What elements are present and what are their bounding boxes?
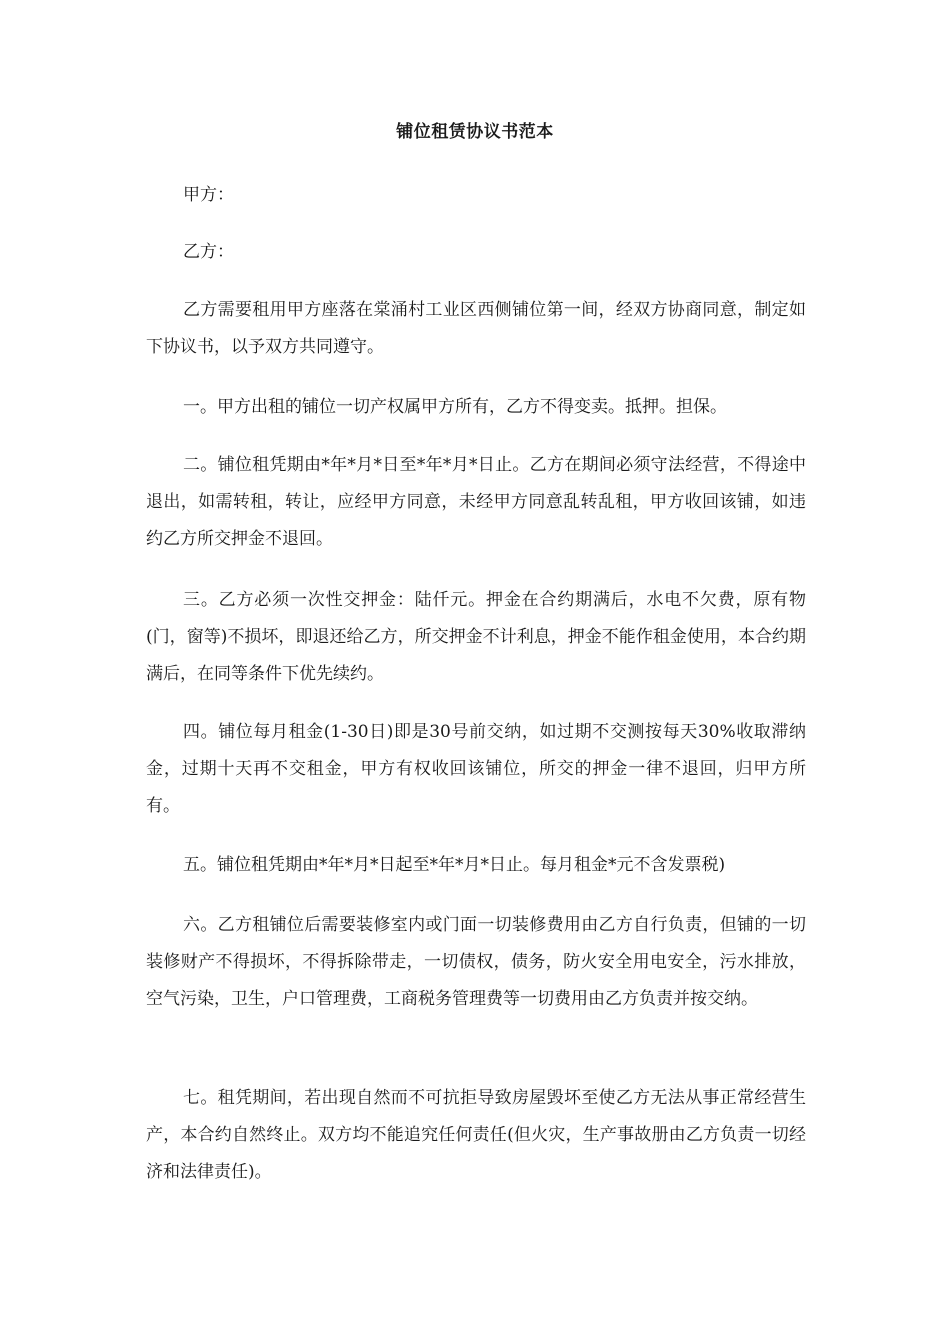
clause-3: 三。乙方必须一次性交押金：陆仟元。押金在合约期满后，水电不欠费，原有物(门，窗等)不损坏，即退还给乙方，所交押金不计利息，押金不能作租金使用，本合约期满后，在同等条件下优先续约。: [146, 590, 806, 684]
clause-4: 四。铺位每月租金(1-30日)即是30号前交纳，如过期不交测按每天30%收取滞纳金，过期十天再不交租金，甲方有权收回该铺位，所交的押金一律不退回，归甲方所有。: [146, 722, 806, 816]
clause-2: 二。铺位租凭期由*年*月*日至*年*月*日止。乙方在期间必须守法经营，不得途中退出，如需转租，转让，应经甲方同意，未经甲方同意乱转乱租，甲方收回该铺，如违约乙方所交押金不退回。: [146, 455, 806, 549]
clause-5: 五。铺位租凭期由*年*月*日起至*年*月*日止。每月租金*元不含发票税): [183, 855, 726, 875]
document-title: 铺位租赁协议书范本: [396, 122, 554, 142]
clause-6: 六。乙方租铺位后需要装修室内或门面一切装修费用由乙方自行负责，但铺的一切装修财产不得损坏，不得拆除带走，一切债权，债务，防火安全用电安全，污水排放，空气污染，卫生，户口管理费，工商税务管理费等一切费用由乙方负责并按交纳。: [146, 915, 806, 1009]
clause-1: 一。甲方出租的铺位一切产权属甲方所有，乙方不得变卖。抵押。担保。: [183, 397, 727, 417]
intro-paragraph: 乙方需要租用甲方座落在棠涌村工业区西侧铺位第一间，经双方协商同意，制定如下协议书，以予双方共同遵守。: [146, 300, 806, 357]
party-b-line: 乙方：: [183, 242, 234, 262]
clause-7: 七。租凭期间，若出现自然而不可抗拒导致房屋毁坏至使乙方无法从事正常经营生产，本合约自然终止。双方均不能追究任何责任(但火灾，生产事故册由乙方负责一切经济和法律责任)。: [146, 1088, 806, 1182]
party-a-line: 甲方：: [183, 185, 234, 205]
